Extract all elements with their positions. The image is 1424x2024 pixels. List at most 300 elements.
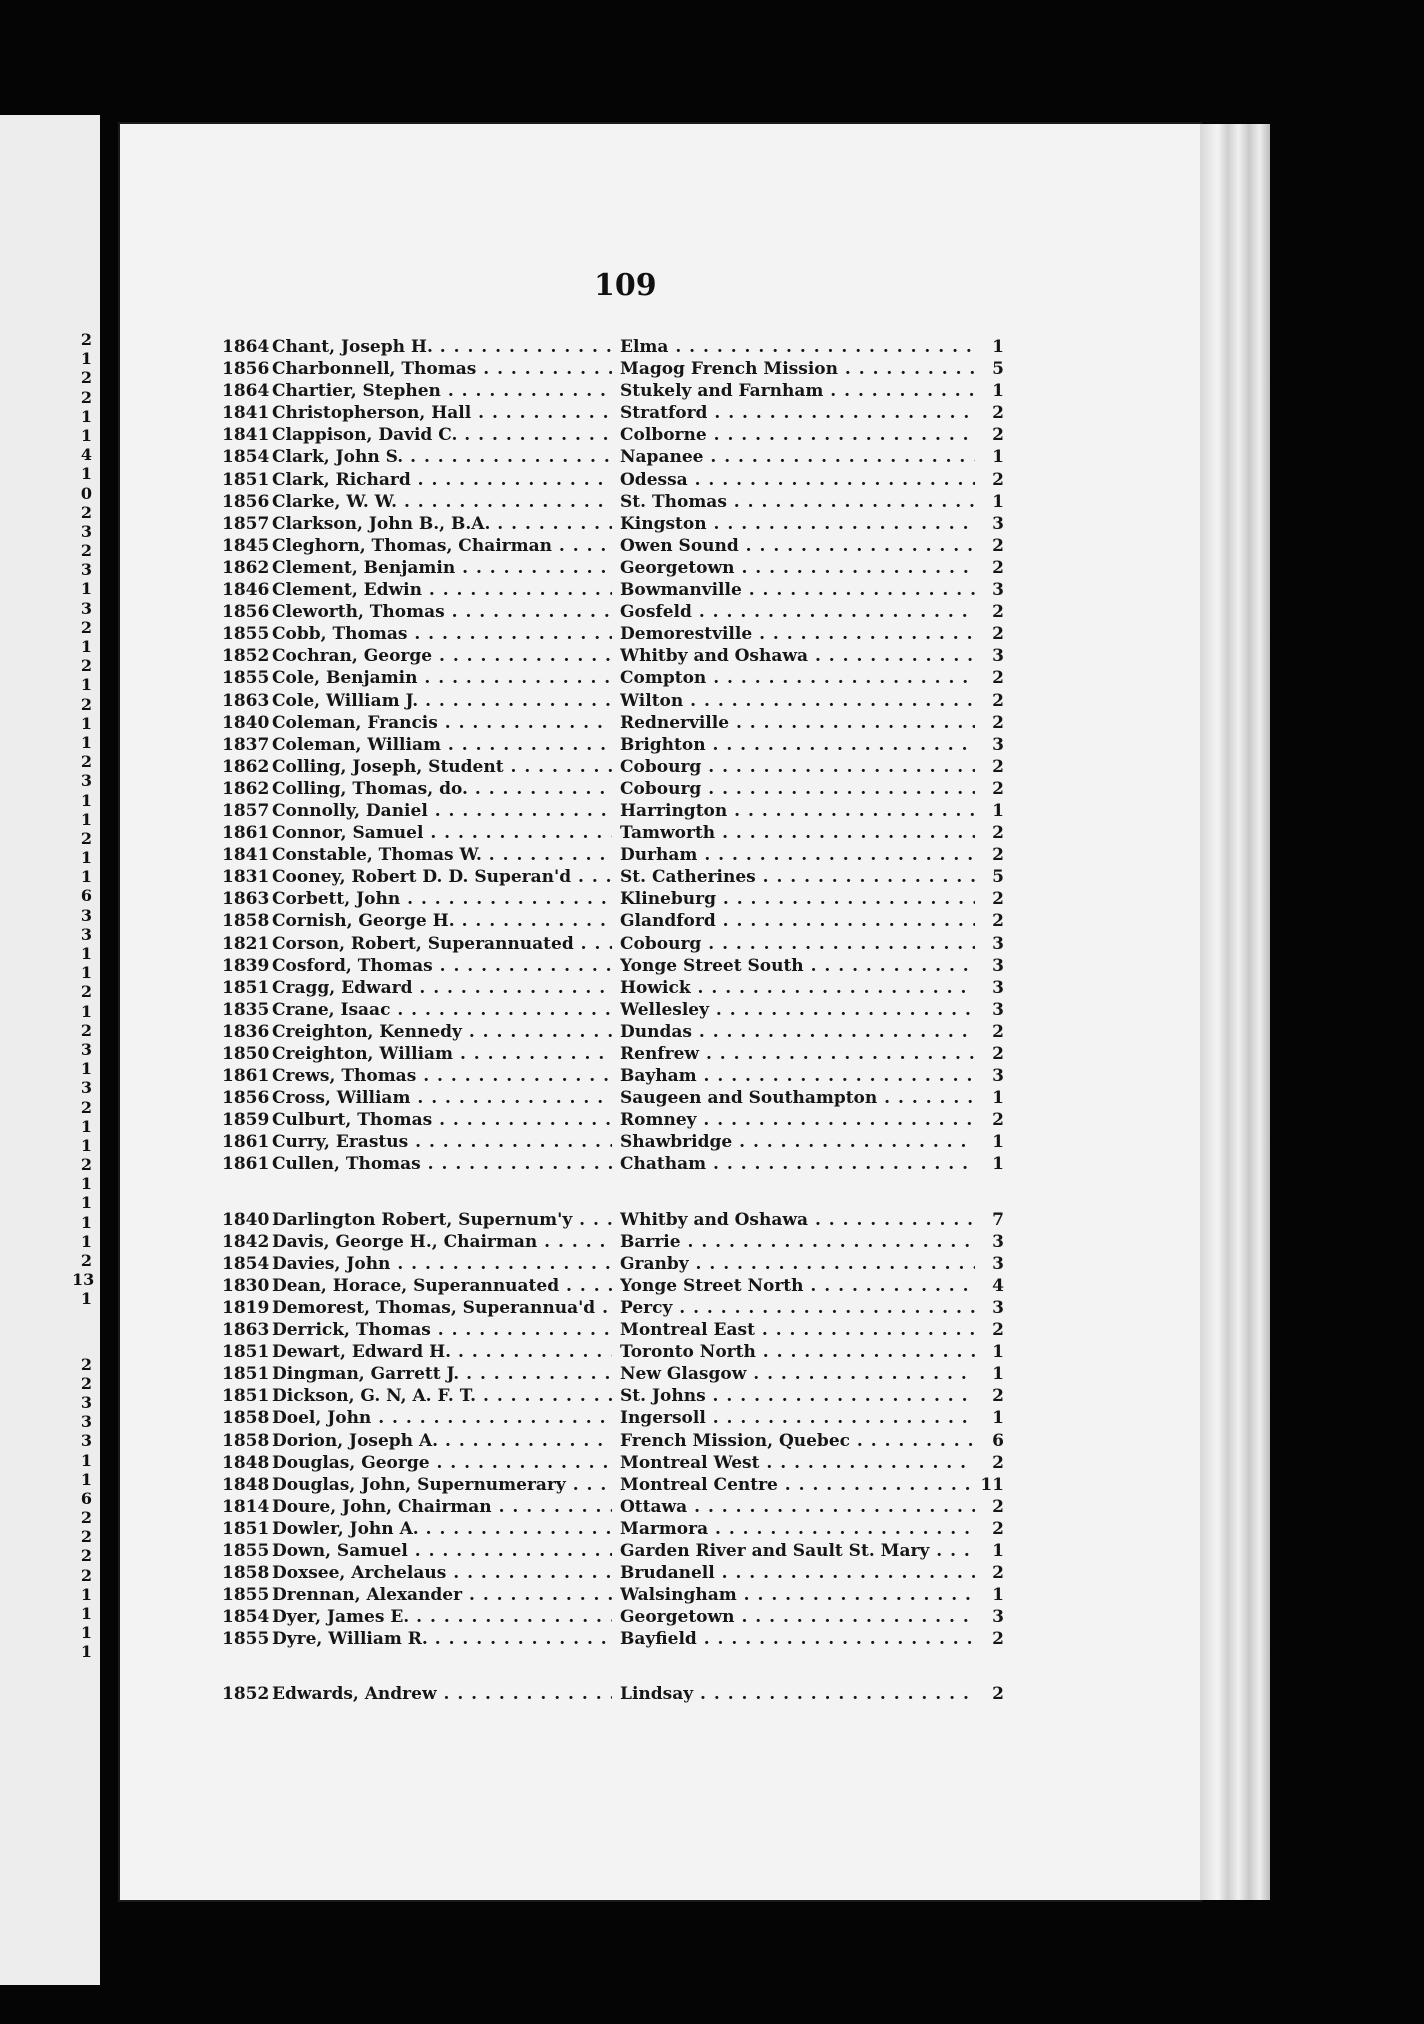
station-name: Klineburg . . . [620, 888, 975, 910]
station-name: Romney . . . [620, 1109, 975, 1131]
station-name: Lindsay . . . [620, 1683, 975, 1705]
minister-name: Derrick, Thomas . . . [272, 1319, 612, 1341]
section-gap [222, 1176, 1002, 1209]
previous-page-digit: 3 [80, 924, 92, 944]
station-name: Kingston . . . [620, 513, 975, 535]
minister-entry [222, 822, 1002, 844]
station-name: Stukely and Farnham . . . [620, 380, 975, 402]
previous-page-digits [72, 330, 95, 1662]
minister-name: Drennan, Alexander . . . [272, 1584, 612, 1606]
minister-entry [222, 513, 1002, 535]
station-name: Granby . . . [620, 1253, 975, 1275]
station-name: Garden River and Sault St. Mary . . . [620, 1540, 975, 1562]
station-name: Shawbridge . . . [620, 1131, 975, 1153]
minister-entry [222, 1496, 1002, 1518]
station-name: Magog French Mission . . . [620, 358, 975, 380]
minister-entry [222, 1628, 1002, 1650]
entry-year: 1863 [222, 1320, 270, 1341]
previous-page-digit: 1 [80, 867, 92, 887]
station-name: Ottawa . . . [620, 1496, 975, 1518]
previous-page-digit: 6 [80, 886, 92, 906]
entry-year: 1855 [222, 668, 270, 689]
previous-page-digit: 1 [80, 637, 92, 656]
minister-name: Douglas, John, Supernumerary . . . [272, 1474, 612, 1496]
minister-name: Dickson, G. N, A. F. T. . . . [272, 1385, 612, 1407]
station-name: Chatham . . . [620, 1153, 975, 1175]
station-name: Wellesley . . . [620, 999, 975, 1021]
entry-year: 1835 [222, 999, 270, 1020]
previous-page-digit: 1 [80, 1604, 92, 1623]
years-count: 3 [992, 999, 1004, 1020]
minister-entry [222, 800, 1002, 822]
years-count: 2 [992, 845, 1004, 866]
minister-entry [222, 1131, 1002, 1153]
entry-year: 1863 [222, 889, 270, 910]
years-count: 1 [992, 1585, 1004, 1606]
entry-year: 1857 [222, 800, 270, 821]
minister-entry [222, 380, 1002, 402]
station-name: Bowmanville . . . [620, 579, 975, 601]
station-name: Montreal Centre . . . [620, 1474, 975, 1496]
minister-entry [222, 623, 1002, 645]
minister-entry [222, 1474, 1002, 1496]
previous-page-digit: 3 [80, 905, 92, 925]
station-name: New Glasgow . . . [620, 1363, 975, 1385]
entry-year: 1861 [222, 1066, 270, 1087]
previous-page-digit: 1 [80, 1623, 92, 1643]
minister-name: Cross, William . . . [272, 1087, 612, 1109]
years-count: 2 [992, 1563, 1004, 1584]
previous-page-digit: 2 [80, 752, 92, 772]
minister-name: Darlington Robert, Supernum'y . . . [272, 1209, 612, 1231]
years-count: 2 [992, 690, 1004, 711]
minister-name: Clark, Richard . . . [272, 469, 612, 491]
entry-year: 1851 [222, 1386, 270, 1407]
station-name: Whitby and Oshawa . . . [620, 645, 975, 667]
minister-entry [222, 535, 1002, 557]
minister-entry [222, 1407, 1002, 1429]
previous-page-digit: 2 [80, 656, 92, 676]
minister-name: Demorest, Thomas, Superannua'd . . . [272, 1297, 612, 1319]
minister-name: Creighton, William . . . [272, 1043, 612, 1065]
entry-year: 1851 [222, 1364, 270, 1385]
minister-entry [222, 1109, 1002, 1131]
minister-entry [222, 888, 1002, 910]
minister-name: Charbonnell, Thomas . . . [272, 358, 612, 380]
years-count: 2 [992, 535, 1004, 556]
minister-entry [222, 1385, 1002, 1407]
station-name: Georgetown . . . [620, 1606, 975, 1628]
minister-name: Corbett, John . . . [272, 888, 612, 910]
entry-year: 1841 [222, 425, 270, 446]
minister-name: Dingman, Garrett J. . . . [272, 1363, 612, 1385]
previous-page-digit: 1 [80, 579, 92, 599]
minister-entry [222, 1452, 1002, 1474]
entry-year: 1863 [222, 690, 270, 711]
station-name: Yonge Street North . . . [620, 1275, 975, 1297]
minister-name: Cooney, Robert D. D. Superan'd . . . [272, 866, 612, 888]
entry-year: 1851 [222, 1342, 270, 1363]
station-name: Montreal East . . . [620, 1319, 975, 1341]
previous-page-digit: 1 [80, 1231, 92, 1251]
minister-entry [222, 844, 1002, 866]
previous-page-digit: 3 [80, 1431, 92, 1451]
station-name: Brighton . . . [620, 734, 975, 756]
minister-entry [222, 1363, 1002, 1385]
years-count: 1 [992, 1342, 1004, 1363]
entry-year: 1850 [222, 1044, 270, 1064]
minister-name: Cornish, George H. . . . [272, 910, 612, 932]
minister-entry [222, 601, 1002, 623]
previous-page-digit: 2 [80, 368, 92, 388]
station-name: Howick . . . [620, 977, 975, 999]
years-count: 2 [992, 1496, 1004, 1517]
years-count: 4 [992, 1275, 1004, 1296]
minister-entry [222, 1584, 1002, 1606]
years-count: 5 [992, 359, 1004, 380]
entry-year: 1861 [222, 823, 270, 844]
station-name: Dundas . . . [620, 1021, 975, 1043]
previous-page-digit: 3 [80, 521, 92, 541]
years-count: 2 [992, 778, 1004, 799]
station-name: Barrie . . . [620, 1231, 975, 1253]
years-count: 3 [992, 977, 1004, 998]
spacer [72, 1309, 92, 1355]
station-name: Durham . . . [620, 844, 975, 866]
previous-page-digit: 1 [80, 425, 92, 445]
previous-page-digit: 3 [80, 1039, 92, 1059]
entry-year: 1864 [222, 381, 270, 402]
previous-page-digit: 2 [80, 1546, 92, 1566]
previous-page-digit: 2 [80, 1020, 92, 1040]
minister-entry [222, 1319, 1002, 1341]
entry-year: 1846 [222, 580, 270, 601]
station-name: Bayham . . . [620, 1065, 975, 1087]
entry-year: 1839 [222, 955, 270, 976]
minister-name: Dewart, Edward H. . . . [272, 1341, 612, 1363]
entry-year: 1864 [222, 337, 270, 357]
minister-entry [222, 645, 1002, 667]
previous-page-digit: 4 [80, 445, 92, 465]
minister-entry [222, 557, 1002, 579]
minister-entry [222, 1518, 1002, 1540]
station-name: St. Johns . . . [620, 1385, 975, 1407]
entry-year: 1821 [222, 933, 270, 954]
years-count: 5 [992, 867, 1004, 888]
previous-page-digit: 1 [80, 809, 92, 829]
minister-name: Creighton, Kennedy . . . [272, 1021, 612, 1043]
minister-entry [222, 977, 1002, 999]
entry-year: 1861 [222, 1154, 270, 1175]
years-count: 2 [992, 1452, 1004, 1473]
years-count: 3 [992, 1253, 1004, 1274]
entry-year: 1841 [222, 845, 270, 866]
minister-name: Corson, Robert, Superannuated . . . [272, 933, 612, 955]
previous-page-digit: 1 [80, 1116, 92, 1136]
previous-page-digit: 3 [80, 1392, 92, 1412]
previous-page-digit: 1 [80, 732, 92, 752]
minister-name: Doel, John . . . [272, 1407, 612, 1429]
minister-entry [222, 1540, 1002, 1562]
minister-name: Clappison, David C. . . . [272, 424, 612, 446]
minister-name: Cleghorn, Thomas, Chairman . . . [272, 535, 612, 557]
years-count: 2 [992, 1684, 1004, 1705]
station-name: Owen Sound . . . [620, 535, 975, 557]
minister-name: Davies, John . . . [272, 1253, 612, 1275]
entry-year: 1858 [222, 1430, 270, 1451]
years-count: 2 [992, 624, 1004, 645]
station-name: Napanee . . . [620, 446, 975, 468]
minister-entry [222, 866, 1002, 888]
years-count: 2 [992, 668, 1004, 689]
minister-name: Cullen, Thomas . . . [272, 1153, 612, 1175]
station-name: Demorestville . . . [620, 623, 975, 645]
previous-page-digit: 2 [80, 1527, 92, 1547]
previous-page-digit: 0 [80, 483, 92, 503]
years-count: 2 [992, 712, 1004, 733]
minister-name: Doure, John, Chairman . . . [272, 1496, 612, 1518]
entry-year: 1837 [222, 734, 270, 755]
previous-page-digit: 1 [80, 1193, 92, 1213]
entry-year: 1857 [222, 513, 270, 534]
entry-year: 1842 [222, 1231, 270, 1252]
minister-name: Cleworth, Thomas . . . [272, 601, 612, 623]
minister-entry [222, 402, 1002, 424]
previous-page-digit: 1 [80, 963, 92, 983]
minister-entry [222, 734, 1002, 756]
entry-year: 1855 [222, 624, 270, 645]
minister-entry [222, 1021, 1002, 1043]
previous-page-digit: 2 [80, 502, 92, 522]
previous-page-digit: 1 [80, 1212, 92, 1232]
previous-page-digit: 3 [80, 598, 92, 618]
minister-entry [222, 358, 1002, 380]
entry-year: 1858 [222, 1408, 270, 1429]
minister-name: Culburt, Thomas . . . [272, 1109, 612, 1131]
station-name: Wilton . . . [620, 690, 975, 712]
years-count: 1 [992, 337, 1004, 357]
entry-year: 1856 [222, 1088, 270, 1109]
entry-year: 1862 [222, 557, 270, 578]
station-name: Marmora . . . [620, 1518, 975, 1540]
minister-entry [222, 1043, 1002, 1065]
previous-page-digit: 3 [80, 1078, 92, 1098]
minister-name: Coleman, Francis . . . [272, 712, 612, 734]
station-name: Compton . . . [620, 667, 975, 689]
entry-year: 1858 [222, 1563, 270, 1584]
minister-name: Cole, William J. . . . [272, 690, 612, 712]
previous-page-digit: 3 [80, 1412, 92, 1432]
minister-name: Chant, Joseph H. . . . [272, 336, 612, 358]
previous-page-digit: 2 [80, 828, 92, 848]
minister-entry [222, 910, 1002, 932]
station-name: Cobourg . . . [620, 933, 975, 955]
entry-year: 1848 [222, 1452, 270, 1473]
entry-year: 1854 [222, 447, 270, 468]
years-count: 2 [992, 911, 1004, 932]
entry-year: 1814 [222, 1496, 270, 1517]
entry-year: 1854 [222, 1253, 270, 1274]
previous-page-digit: 1 [80, 1642, 92, 1662]
minister-entry [222, 1341, 1002, 1363]
station-name: Toronto North . . . [620, 1341, 975, 1363]
minister-name: Dean, Horace, Superannuated . . . [272, 1275, 612, 1297]
minister-name: Connolly, Daniel . . . [272, 800, 612, 822]
years-count: 1 [992, 1154, 1004, 1175]
station-name: Walsingham . . . [620, 1584, 975, 1606]
minister-name: Christopherson, Hall . . . [272, 402, 612, 424]
section-gap [222, 1650, 1002, 1683]
entry-year: 1855 [222, 1585, 270, 1606]
minister-name: Crane, Isaac . . . [272, 999, 612, 1021]
station-name: Tamworth . . . [620, 822, 975, 844]
entry-year: 1856 [222, 491, 270, 512]
years-count: 2 [992, 1518, 1004, 1539]
station-name: Ingersoll . . . [620, 1407, 975, 1429]
minister-entry [222, 579, 1002, 601]
years-count: 3 [992, 1297, 1004, 1318]
years-count: 2 [992, 889, 1004, 910]
entry-year: 1819 [222, 1297, 270, 1318]
previous-page-digit: 13 [72, 1270, 95, 1290]
entry-year: 1856 [222, 602, 270, 623]
previous-page-digit: 3 [80, 771, 92, 791]
minister-name: Cochran, George . . . [272, 645, 612, 667]
minister-name: Cole, Benjamin . . . [272, 667, 612, 689]
station-name: Whitby and Oshawa . . . [620, 1209, 975, 1231]
entry-year: 1830 [222, 1275, 270, 1296]
entry-year: 1862 [222, 756, 270, 777]
minister-entry [222, 1275, 1002, 1297]
entry-year: 1841 [222, 403, 270, 424]
station-name: Harrington . . . [620, 800, 975, 822]
station-name: Percy . . . [620, 1297, 975, 1319]
entry-year: 1848 [222, 1474, 270, 1495]
years-count: 2 [992, 756, 1004, 777]
minister-entry [222, 1065, 1002, 1087]
years-count: 1 [992, 381, 1004, 402]
previous-page-digit: 1 [80, 349, 92, 369]
station-name: Gosfeld . . . [620, 601, 975, 623]
entry-year: 1856 [222, 359, 270, 380]
previous-page-digit: 2 [80, 330, 92, 349]
years-count: 2 [992, 1386, 1004, 1407]
minister-name: Doxsee, Archelaus . . . [272, 1562, 612, 1584]
minister-entry [222, 1209, 1002, 1231]
minister-entry [222, 778, 1002, 800]
minister-entry [222, 1231, 1002, 1253]
years-count: 1 [992, 1088, 1004, 1109]
entry-year: 1854 [222, 1607, 270, 1628]
years-count: 2 [992, 403, 1004, 424]
previous-page-digit: 2 [80, 1251, 92, 1270]
previous-page-digit: 1 [80, 1059, 92, 1079]
years-count: 3 [992, 513, 1004, 534]
entry-year: 1855 [222, 1629, 270, 1650]
previous-page-digit: 3 [80, 560, 92, 580]
previous-page-digit: 2 [80, 982, 92, 1002]
entry-year: 1831 [222, 867, 270, 888]
minister-name: Constable, Thomas W. . . . [272, 844, 612, 866]
minister-name: Clement, Edwin . . . [272, 579, 612, 601]
minister-name: Dyre, William R. . . . [272, 1628, 612, 1650]
previous-page-digit: 1 [80, 1469, 92, 1489]
minister-entry [222, 1683, 1002, 1705]
minister-name: Connor, Samuel . . . [272, 822, 612, 844]
minister-entry [222, 336, 1002, 358]
minister-name: Down, Samuel . . . [272, 1540, 612, 1562]
minister-entry [222, 469, 1002, 491]
previous-page-digit: 1 [80, 848, 92, 868]
station-name: St. Catherines . . . [620, 866, 975, 888]
minister-name: Colling, Joseph, Student . . . [272, 756, 612, 778]
entry-year: 1855 [222, 1540, 270, 1561]
years-count: 3 [992, 580, 1004, 601]
station-name: Glandford . . . [620, 910, 975, 932]
years-count: 11 [980, 1474, 1004, 1495]
station-name: St. Thomas . . . [620, 491, 975, 513]
station-name: Odessa . . . [620, 469, 975, 491]
minister-name: Chartier, Stephen . . . [272, 380, 612, 402]
entry-year: 1851 [222, 1518, 270, 1539]
previous-page-digit: 1 [80, 1001, 92, 1021]
minister-entry [222, 446, 1002, 468]
minister-name: Colling, Thomas, do. . . . [272, 778, 612, 800]
page-stack-edge [1200, 124, 1270, 1900]
minister-name: Coleman, William . . . [272, 734, 612, 756]
minister-entry [222, 667, 1002, 689]
years-count: 3 [992, 955, 1004, 976]
minister-name: Clarkson, John B., B.A. . . . [272, 513, 612, 535]
minister-entry [222, 1153, 1002, 1175]
minister-entry [222, 1606, 1002, 1628]
station-name: Bayfield . . . [620, 1628, 975, 1650]
minister-entry [222, 424, 1002, 446]
years-count: 3 [992, 1066, 1004, 1087]
years-count: 3 [992, 933, 1004, 954]
years-count: 7 [992, 1209, 1004, 1230]
previous-page-digit: 1 [80, 790, 92, 810]
previous-page-digit: 1 [80, 1174, 92, 1194]
previous-page-digit: 2 [80, 1097, 92, 1117]
years-count: 6 [992, 1430, 1004, 1451]
minister-name: Clark, John S. . . . [272, 446, 612, 468]
years-count: 2 [992, 1021, 1004, 1042]
previous-page-digit: 2 [80, 541, 92, 561]
minister-name: Clement, Benjamin . . . [272, 557, 612, 579]
years-count: 2 [992, 1629, 1004, 1650]
entry-year: 1840 [222, 1209, 270, 1230]
station-name: Elma . . . [620, 336, 975, 358]
page-number: 109 [594, 268, 657, 303]
years-count: 2 [992, 1320, 1004, 1341]
previous-page-digit: 1 [80, 1135, 92, 1155]
years-count: 3 [992, 734, 1004, 755]
station-name: Montreal West . . . [620, 1452, 975, 1474]
previous-page-digit: 2 [80, 1508, 92, 1528]
entry-year: 1862 [222, 778, 270, 799]
previous-page-digit: 1 [80, 1584, 92, 1604]
years-count: 2 [992, 557, 1004, 578]
years-count: 1 [992, 1540, 1004, 1561]
years-count: 2 [992, 1110, 1004, 1131]
minister-entry [222, 1087, 1002, 1109]
minister-name: Cragg, Edward . . . [272, 977, 612, 999]
years-count: 1 [992, 1132, 1004, 1153]
years-count: 2 [992, 602, 1004, 623]
minister-name: Edwards, Andrew . . . [272, 1683, 612, 1705]
entry-year: 1851 [222, 469, 270, 490]
